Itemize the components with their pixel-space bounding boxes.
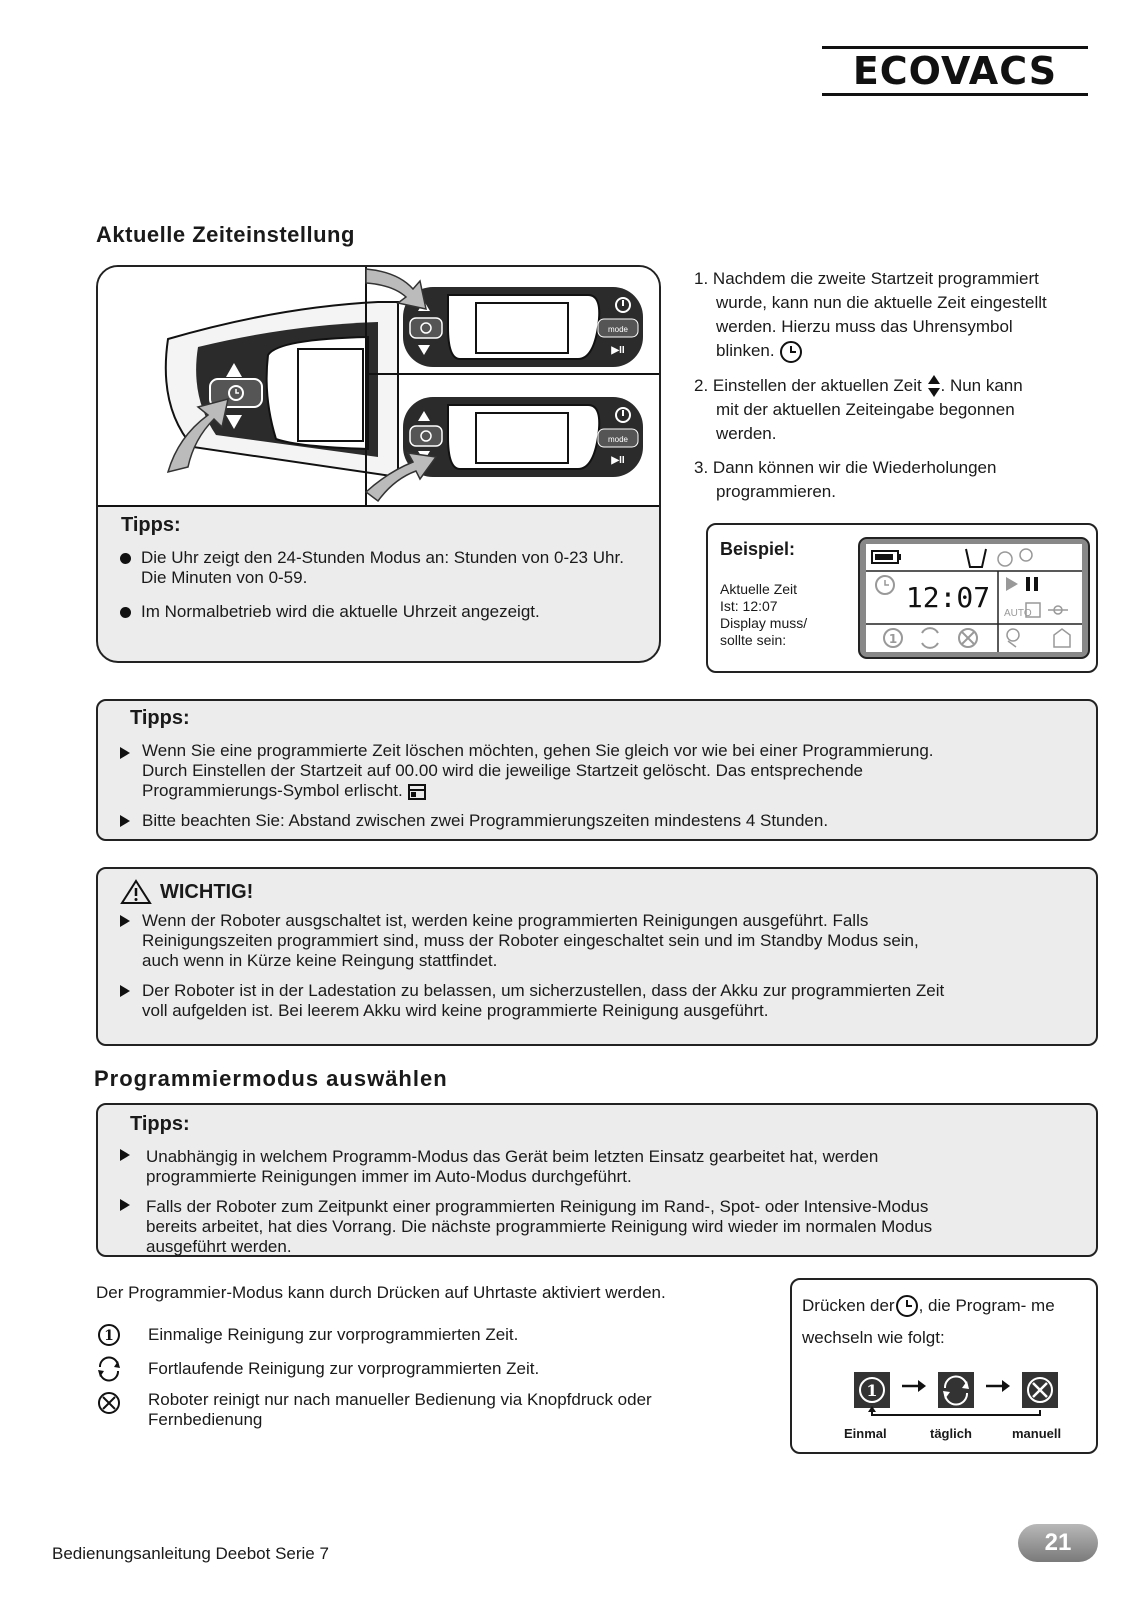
- tip-line: programmierte Reinigungen immer im Auto-Modus durchgeführt.: [146, 1167, 632, 1186]
- tip-item: [120, 548, 640, 588]
- step-number: 1.: [694, 269, 709, 288]
- page-number-badge: [1018, 1524, 1098, 1562]
- triangle-bullet-icon: [120, 815, 130, 827]
- tips-list-1: [120, 548, 640, 622]
- step-text: . Nun kann: [940, 375, 1023, 395]
- step-text: wurde, kann nun die aktuelle Zeit eingestellt: [716, 293, 1047, 312]
- step-text: werden.: [716, 424, 777, 444]
- press-clock-box: [790, 1278, 1098, 1454]
- step-text: blinken.: [716, 341, 775, 360]
- once-icon: [96, 1322, 122, 1348]
- example-text: [720, 581, 807, 649]
- section-title-time-setting: Aktuelle Zeiteinstellung: [96, 222, 355, 247]
- mode-cycle-diagram: [852, 1368, 1082, 1418]
- tips-box-delete: [96, 699, 1098, 841]
- cycle-label-once: Einmal: [844, 1426, 887, 1441]
- important-header: [120, 879, 253, 905]
- clock-icon: [779, 340, 803, 364]
- warning-line: auch wenn in Kürze keine Reingung stattfindet.: [142, 951, 498, 970]
- triangle-bullet-icon: [120, 1149, 130, 1161]
- press-text: Drücken der: [802, 1296, 895, 1315]
- tip-line: Bitte beachten Sie: Abstand zwischen zwei Programmierungszeiten mindestens 4 Stunden.: [142, 811, 829, 830]
- lcd-time: 12:07: [905, 581, 991, 614]
- footer-text: Bedienungsanleitung Deebot Serie 7: [52, 1544, 329, 1563]
- important-box: [96, 867, 1098, 1046]
- warning-line: Wenn der Roboter ausgschaltet ist, werden keine programmierten Reinigungen ausgeführt. Falls: [142, 911, 869, 930]
- mode-list: [96, 1322, 756, 1430]
- triangle-bullet-icon: [120, 747, 130, 759]
- tip-line: Durch Einstellen der Startzeit auf 00.00 wird die jeweilige Startzeit gelöscht. Das entsprechende: [142, 761, 863, 780]
- panel-mode-label-bottom: mode: [607, 435, 629, 444]
- lcd-display-example: [858, 537, 1090, 659]
- tips-box-program-mode: [96, 1103, 1098, 1257]
- panel-mode-label-top: mode: [607, 325, 629, 334]
- steps-list: [694, 267, 1094, 504]
- page-number: 21: [1044, 1529, 1072, 1556]
- up-down-arrows-icon: [927, 374, 941, 398]
- example-line: Ist: 12:07: [720, 598, 778, 614]
- control-panel-illustration: [98, 267, 659, 507]
- mode-text: Fortlaufende Reinigung zur vorprogrammierten Zeit.: [148, 1359, 540, 1378]
- mode-item-daily: [96, 1356, 756, 1382]
- svg-text:1: 1: [104, 1328, 114, 1344]
- panel-play-label-top: ▶II: [611, 345, 625, 356]
- warning-line: Der Roboter ist in der Ladestation zu belassen, um sicherzustellen, dass der Akku zur programmierten Zeit: [142, 981, 945, 1000]
- mode-item-once: [96, 1322, 756, 1348]
- step-text: Dann können wir die Wiederholungen: [712, 458, 997, 478]
- press-text: , die Program- me: [918, 1296, 1055, 1315]
- warning-icon: [120, 879, 152, 905]
- tip-item: [120, 741, 1080, 801]
- step-text: Nachdem die zweite Startzeit programmiert: [712, 269, 1039, 288]
- warning-line: voll aufgelden ist. Bei leerem Akku wird keine programmierte Reinigung ausgeführt.: [142, 1001, 769, 1020]
- step-text: werden. Hierzu muss das Uhrensymbol: [716, 317, 1013, 336]
- tip-line: bereits arbeitet, hat dies Vorrang. Die nächste programmierte Reinigung wird wieder im normalen Modus: [146, 1217, 933, 1236]
- step-3: [694, 456, 1094, 504]
- manual-icon: [96, 1390, 122, 1416]
- triangle-bullet-icon: [120, 915, 130, 927]
- tips-title-2: Tipps:: [130, 707, 190, 729]
- time-setting-panel: [96, 265, 661, 663]
- tip-line: Wenn Sie eine programmierte Zeit löschen möchten, gehen Sie gleich vor wie bei einer Programmierung.: [142, 741, 934, 760]
- clock-icon: [895, 1294, 919, 1318]
- tip-line: ausgeführt werden.: [146, 1237, 292, 1256]
- tip-text: Im Normalbetrieb wird die aktuelle Uhrzeit angezeigt.: [141, 602, 540, 621]
- tips-title-3: Tipps:: [130, 1113, 190, 1135]
- example-box: [706, 523, 1098, 673]
- tip-item: [120, 811, 1080, 831]
- step-text: Einstellen der aktuellen Zeit: [712, 375, 922, 395]
- lcd-auto-label: AUTO: [1004, 608, 1032, 619]
- mode-text: Roboter reinigt nur nach manueller Bedienung via Knopfdruck oder: [148, 1390, 652, 1409]
- svg-text:1: 1: [866, 1381, 878, 1400]
- tip-line: Programmierungs-Symbol erlischt.: [142, 781, 403, 800]
- warning-line: Reinigungszeiten programmiert sind, muss der Roboter eingeschaltet sein und im Standby Modus sein,: [142, 931, 919, 950]
- mode-item-manual: [96, 1390, 756, 1430]
- bullet-icon: [120, 553, 131, 564]
- brand-logo: ECOVACS: [822, 46, 1088, 96]
- bullet-icon: [120, 607, 131, 618]
- step-text: mit der aktuellen Zeiteingabe begonnen: [716, 400, 1015, 420]
- important-title: WICHTIG!: [160, 880, 254, 903]
- example-line: Aktuelle Zeit: [720, 581, 798, 597]
- triangle-bullet-icon: [120, 1199, 130, 1211]
- mode-text: Fernbedienung: [148, 1410, 263, 1429]
- tip-item: [120, 1197, 1080, 1257]
- cycle-label-daily: täglich: [930, 1426, 972, 1441]
- tip-item: [120, 1147, 1080, 1187]
- tips-title-1: Tipps:: [121, 514, 181, 536]
- example-title: Beispiel:: [720, 539, 796, 559]
- step-number: 3.: [694, 458, 709, 478]
- press-text: wechseln wie folgt:: [802, 1328, 945, 1347]
- step-text: programmieren.: [716, 482, 836, 502]
- program-mode-intro: Der Programmier-Modus kann durch Drücken auf Uhrtaste aktiviert werden.: [96, 1283, 666, 1302]
- tip-text: Die Uhr zeigt den 24-Stunden Modus an: Stunden von 0-23 Uhr. Die Minuten von 0-59.: [141, 548, 624, 587]
- warning-item: [120, 981, 1080, 1021]
- warning-item: [120, 911, 1080, 971]
- panel-play-label-bottom: ▶II: [611, 455, 625, 466]
- section-title-program-mode: Programmiermodus auswählen: [94, 1066, 448, 1091]
- program-symbol-icon: [407, 783, 427, 801]
- example-line: Display muss/: [720, 615, 808, 631]
- triangle-bullet-icon: [120, 985, 130, 997]
- cycle-label-manual: manuell: [1012, 1426, 1062, 1441]
- tip-item: [120, 602, 640, 622]
- step-1: [694, 267, 1094, 364]
- daily-icon: [96, 1356, 122, 1382]
- step-number: 2.: [694, 375, 709, 395]
- step-2: [694, 374, 1094, 447]
- svg-text:1: 1: [888, 632, 898, 646]
- example-line: sollte sein:: [720, 632, 787, 648]
- tip-line: Unabhängig in welchem Programm-Modus das Gerät beim letzten Einsatz gearbeitet hat, werden: [146, 1147, 879, 1166]
- mode-text: Einmalige Reinigung zur vorprogrammierten Zeit.: [148, 1325, 519, 1344]
- tip-line: Falls der Roboter zum Zeitpunkt einer programmierten Reinigung im Rand-, Spot- oder Intensive-Modus: [146, 1197, 929, 1216]
